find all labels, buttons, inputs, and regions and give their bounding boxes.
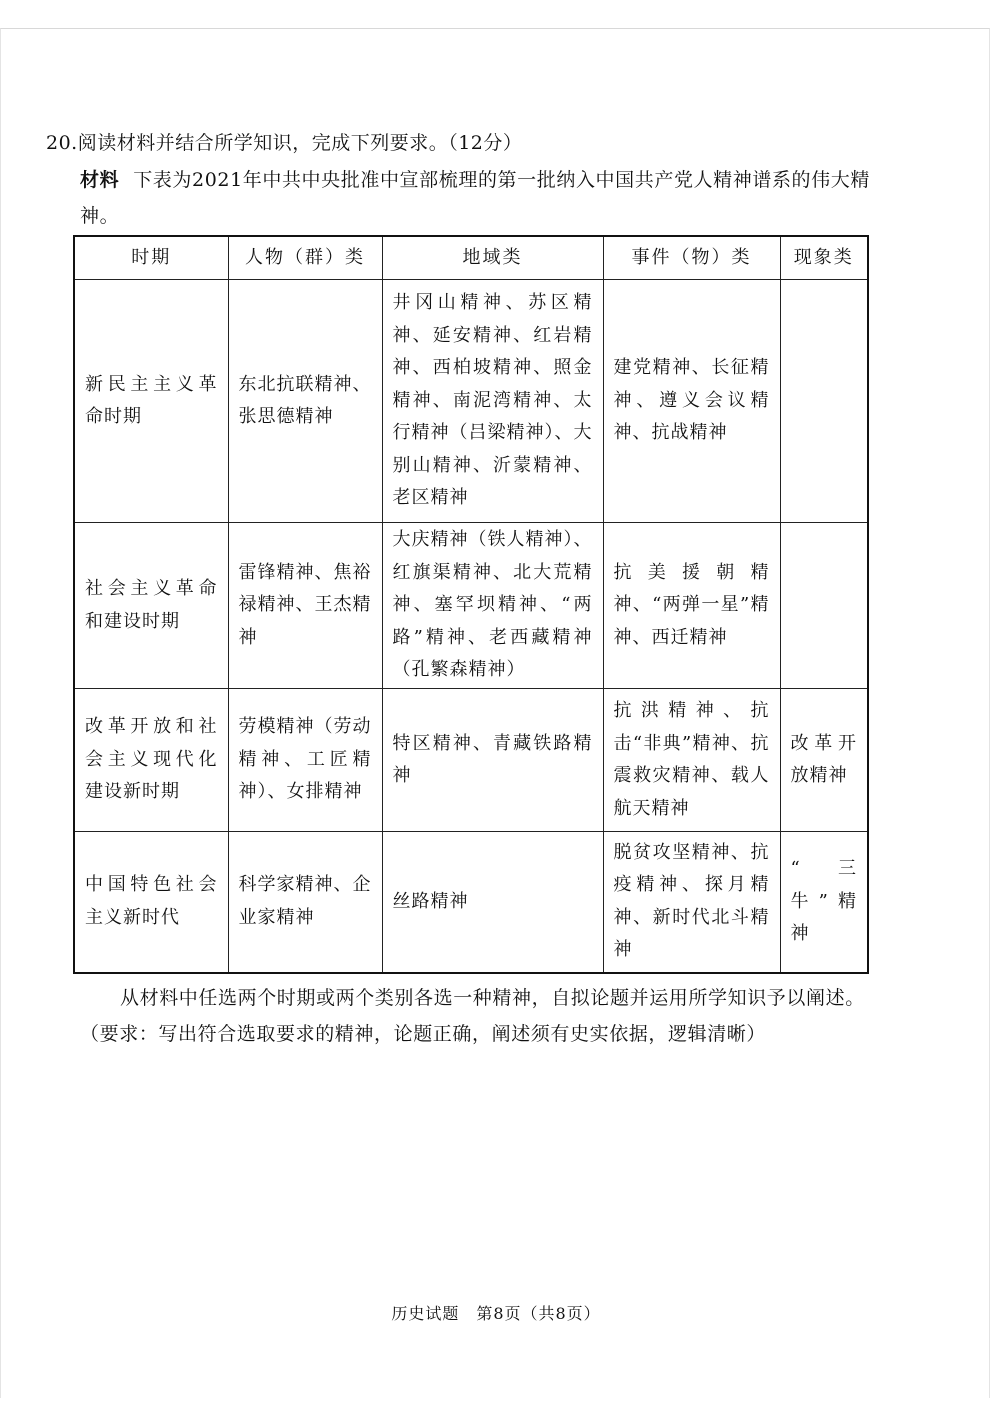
- question-title: 20.阅读材料并结合所学知识，完成下列要求。（12分）: [46, 132, 523, 154]
- spirit-table: [73, 235, 869, 974]
- requirement-text: 从材料中任选两个时期或两个类别各选一种精神，自拟论题并运用所学知识予以阐述。（要求：写出符合选取要求的精神，论题正确，阐述须有史实依据，逻辑清晰）: [80, 987, 865, 1045]
- cell-phenomenon: [780, 280, 868, 523]
- table-header-row: [74, 236, 868, 280]
- cell-event: 抗洪精神、抗击“非典”精神、抗震救灾精神、载人航天精神: [603, 689, 780, 832]
- cell-region: 丝路精神: [382, 832, 603, 973]
- cell-region: 井冈山精神、苏区精神、延安精神、红岩精神、西柏坡精神、照金精神、南泥湾精神、太行精神（吕梁精神）、大别山精神、沂蒙精神、老区精神: [382, 280, 603, 523]
- cell-people: 雷锋精神、焦裕禄精神、王杰精神: [228, 523, 382, 689]
- table-row: [74, 523, 868, 689]
- cell-event: 建党精神、长征精神、遵义会议精神、抗战精神: [603, 280, 780, 523]
- cell-region: 特区精神、青藏铁路精神: [382, 689, 603, 832]
- cell-people: 科学家精神、企业家精神: [228, 832, 382, 973]
- cell-people: 劳模精神（劳动精神、工匠精神）、女排精神: [228, 689, 382, 832]
- header-region: 地域类: [382, 236, 603, 280]
- cell-period: 改革开放和社会主义现代化建设新时期: [74, 689, 228, 832]
- material-label: 材料: [80, 169, 120, 191]
- header-period: 时期: [74, 236, 228, 280]
- table-row: [74, 689, 868, 832]
- cell-phenomenon: [780, 523, 868, 689]
- cell-period: 新民主主义革命时期: [74, 280, 228, 523]
- cell-region: 大庆精神（铁人精神）、红旗渠精神、北大荒精神、塞罕坝精神、“两路”精神、老西藏精神（孔繁森精神）: [382, 523, 603, 689]
- cell-event: 脱贫攻坚精神、抗疫精神、探月精神、新时代北斗精神: [603, 832, 780, 973]
- cell-period: 中国特色社会主义新时代: [74, 832, 228, 973]
- cell-people: 东北抗联精神、张思德精神: [228, 280, 382, 523]
- material-text: 下表为2021年中共中央批准中宣部梳理的第一批纳入中国共产党人精神谱系的伟大精神。: [80, 169, 870, 227]
- header-people: 人物（群）类: [228, 236, 382, 280]
- table-row: [74, 280, 868, 523]
- page-footer: 历史试题 第8页（共8页）: [391, 1304, 601, 1323]
- table-row: [74, 832, 868, 973]
- material-paragraph: [80, 162, 870, 234]
- cell-event: 抗美援朝精神、“两弹一星”精神、西迁精神: [603, 523, 780, 689]
- cell-period: 社会主义革命和建设时期: [74, 523, 228, 689]
- cell-phenomenon: 改革开放精神: [780, 689, 868, 832]
- header-event: 事件（物）类: [603, 236, 780, 280]
- header-phenomenon: 现象类: [780, 236, 868, 280]
- cell-phenomenon: “三牛”精神: [780, 832, 868, 973]
